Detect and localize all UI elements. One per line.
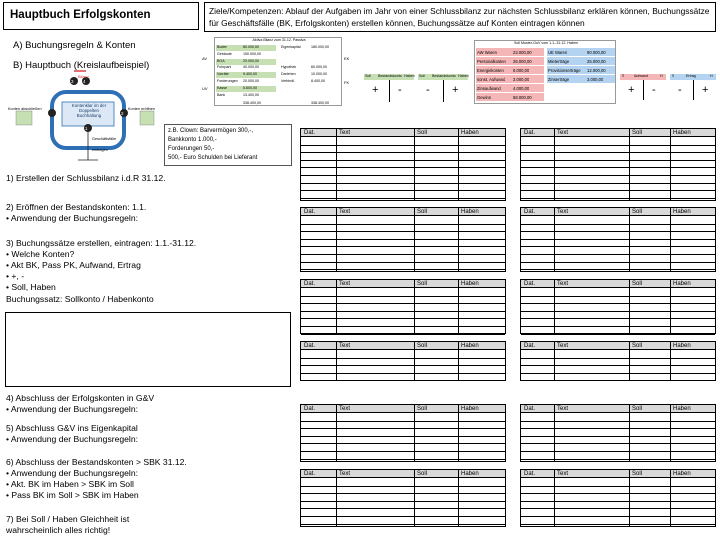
step-4-title: 4) Abschluss der Erfolgskonten in G&V [6, 393, 155, 403]
balance-cell: Fuhrpark [217, 65, 232, 70]
ledger-row-line [521, 303, 715, 304]
ledger-row-line [521, 269, 715, 270]
cycle-step-left-dot [48, 109, 56, 117]
ledger-table[interactable] [300, 469, 506, 527]
ledger-row-line [521, 443, 715, 444]
ledger-row-line [301, 436, 505, 437]
ledger-header-haben: Haben [461, 343, 479, 349]
balance-cell: Forderungen [217, 79, 238, 83]
ledger-row-line [301, 303, 505, 304]
ledger-row-line [301, 459, 505, 460]
ledger-header-haben: Haben [673, 471, 691, 477]
ledger-row-line [301, 198, 505, 199]
guv-sheet-image [474, 40, 616, 104]
ledger-row-line [521, 160, 715, 161]
ledger-header-text: Text [557, 343, 569, 349]
aufwand-h-label: H [660, 74, 663, 78]
cycle-step-3: 3 [71, 79, 74, 84]
cycle-step-2: 2 [121, 111, 124, 116]
ledger-header-date: Dat. [524, 130, 536, 136]
example-line-4: 500,- Euro Schulden bei Lieferant [168, 155, 258, 161]
section-a-label: A) Buchungsregeln & Konten [13, 40, 136, 51]
ledger-row-line [301, 167, 505, 168]
balance-cell: 180.000,00 [311, 45, 329, 49]
ledger-row-line [301, 175, 505, 176]
balance-cell: Eigenkapital [281, 45, 301, 49]
ledger-row-line [301, 145, 505, 146]
ledger-table[interactable] [300, 341, 506, 381]
balance-cell: 60.000,00 [311, 65, 327, 70]
roman-av: AV [202, 56, 208, 61]
ledger-row-line [301, 486, 505, 487]
ledger-row-line [521, 428, 715, 429]
ledger-table[interactable] [300, 207, 506, 272]
ertrag-s-label: S [672, 74, 675, 78]
ledger-header-date: Dat. [524, 343, 536, 349]
cycle-right-label: Konten eröffnen [128, 107, 155, 111]
page-title [3, 2, 199, 30]
ledger-row-line [521, 254, 715, 255]
guv-cell: Provisionserträge [548, 67, 581, 73]
ledger-row-line [301, 152, 505, 153]
guv-cell: 3.000,00 [587, 76, 604, 82]
step-5-bullet-1: • Anwendung der Buchungsregeln: [6, 434, 139, 444]
ledger-header-soll: Soll [417, 130, 428, 136]
ledger-row-line [301, 493, 505, 494]
balance-cell: Hypothek [281, 65, 297, 70]
ledger-header-text: Text [557, 471, 569, 477]
ledger-row-line [521, 334, 715, 335]
step-6-bullet-3: • Pass BK im Soll > SBK im Haben [6, 490, 139, 500]
step-6-bullet-1: • Anwendung der Buchungsregeln: [6, 468, 139, 478]
ledger-column-line [458, 470, 459, 526]
ledger-row-line [301, 183, 505, 184]
guv-cell: Energiekosten [477, 67, 504, 73]
ertrag-divider [693, 80, 694, 100]
ledger-header-date: Dat. [524, 209, 536, 215]
goals-box [204, 2, 716, 32]
ertrag-minus-sign: - [678, 84, 682, 96]
step-7-line-1: 7) Bei Soll / Haben Gleichheit ist [6, 514, 130, 524]
ledger-row-line [521, 373, 715, 374]
ledger-column-line [670, 405, 671, 461]
goals-text: Ziele/Kompetenzen: Ablauf der Aufgaben im Jahr von einer Schlussbilanz zur nächsten Schlussbilanz erklären können, Buchungssätze für Geschäftsfälle (BK, Erfolgskonten) erstellen können, Buchungssätze auf Konten eintragen können [209, 6, 710, 28]
guv-cell: Personalkosten [477, 58, 506, 64]
step-3-bullet-1: • Welche Konten? [6, 249, 75, 259]
balance-cell: 5.600,00 [243, 85, 257, 90]
ledger-header-soll: Soll [632, 209, 643, 215]
ledger-row-line [521, 224, 715, 225]
ledger-table[interactable] [300, 404, 506, 462]
ledger-header-text: Text [339, 406, 351, 412]
ledger-row-line [301, 508, 505, 509]
ledger-row-line [521, 152, 715, 153]
ledger-row-line [301, 224, 505, 225]
passiv-minus-sign: - [426, 84, 430, 96]
t-soll-label-1: Soll [365, 74, 371, 78]
ledger-column-line [554, 405, 555, 461]
ledger-header-date: Dat. [304, 471, 316, 477]
ledger-row-line [521, 145, 715, 146]
ledger-row-line [301, 358, 505, 359]
guv-cell: Zinserträge [548, 76, 570, 82]
ledger-row-line [521, 451, 715, 452]
t-divider-2 [443, 80, 444, 102]
passiv-plus-sign: + [452, 84, 459, 96]
ledger-column-line [670, 342, 671, 380]
t-haben-label-2: Haben [458, 74, 469, 78]
balance-cell: Kasse [217, 85, 227, 90]
guv-cell: 26.000,00 [513, 58, 532, 64]
aktiv-minus-sign: - [398, 84, 402, 96]
ledger-header-haben: Haben [461, 471, 479, 477]
roman-fk: FK [344, 80, 350, 85]
ledger-column-line [414, 342, 415, 380]
balance-cell: Gebäude [217, 51, 232, 56]
ledger-row-line [521, 311, 715, 312]
ledger-column-line [414, 405, 415, 461]
ledger-row-line [521, 516, 715, 517]
guv-cell: 3.000,00 [513, 76, 530, 82]
t-haben-label-1: Haben [404, 74, 415, 78]
ledger-header-text: Text [339, 343, 351, 349]
example-line-1: z.B. Clown: Barvermögen 300,-, [168, 128, 254, 134]
aufwand-divider [643, 80, 644, 100]
guv-cell: 6.000,00 [513, 67, 530, 73]
ledger-row-line [301, 262, 505, 263]
ledger-column-line [458, 405, 459, 461]
ledger-column-line [629, 342, 630, 380]
aufwand-label: Aufwand [634, 74, 648, 78]
guv-cell: AW Waren [477, 49, 497, 55]
cycle-left-label: Konten abschließen [8, 107, 42, 111]
ledger-header-haben: Haben [673, 406, 691, 412]
ledger-row-line [301, 334, 505, 335]
page-title-text: Hauptbuch Erfolgskonten [10, 9, 151, 21]
ertrag-plus-sign: + [702, 84, 709, 96]
ledger-header-haben: Haben [673, 209, 691, 215]
ledger-row-line [521, 486, 715, 487]
ledger-row-line [521, 190, 715, 191]
balance-cell: 9.400,00 [243, 72, 257, 77]
step-3-title: 3) Buchungssätze erstellen, eintragen: 1.1.-31.12. [6, 238, 197, 248]
ledger-row-line [301, 311, 505, 312]
ertrag-h-label: H [710, 74, 713, 78]
ledger-header-text: Text [339, 281, 351, 287]
guv-cell: UE Waren [548, 49, 568, 55]
ledger-header-date: Dat. [304, 406, 316, 412]
ledger-row-line [301, 239, 505, 240]
step-1-title: 1) Erstellen der Schlussbilanz i.d.R 31.12. [6, 173, 166, 183]
aufwand-s-label: S [622, 74, 625, 78]
ledger-table[interactable] [520, 279, 716, 334]
balance-cell: 10.000,00 [311, 72, 327, 77]
ledger-header-haben: Haben [673, 130, 691, 136]
step-4-bullet-1: • Anwendung der Buchungsregeln: [6, 404, 139, 414]
t-konto-label-2: Bestandskonto [432, 74, 456, 78]
ledger-row-line [521, 175, 715, 176]
ledger-header-date: Dat. [524, 281, 536, 287]
balance-cell: Verbindl. [281, 79, 295, 83]
ledger-table[interactable] [520, 207, 716, 272]
balance-cell: Vorräte [217, 72, 229, 77]
step-2-bullet-1: • Anwendung der Buchungsregeln: [6, 213, 139, 223]
t-konto-label-1: Bestandskonto [378, 74, 402, 78]
ledger-row-line [521, 459, 715, 460]
bestandskonto-image [364, 74, 468, 102]
ledger-column-line [336, 342, 337, 380]
ledger-header-soll: Soll [417, 406, 428, 412]
balance-cell: 150.000,00 [243, 51, 261, 56]
ledger-row-line [301, 231, 505, 232]
aufwand-minus-sign: - [652, 84, 656, 96]
ledger-header-text: Text [557, 130, 569, 136]
ledger-header-soll: Soll [417, 471, 428, 477]
guv-cell: 90.000,00 [587, 49, 606, 55]
balance-sheet-image [214, 37, 342, 106]
guv-cell: sonst. Aufwand [477, 76, 506, 82]
ledger-row-line [521, 262, 715, 263]
ledger-header-soll: Soll [632, 130, 643, 136]
cycle-step-1: 1 [85, 126, 88, 131]
ledger-header-text: Text [339, 209, 351, 215]
ledger-column-line [414, 470, 415, 526]
roman-uv: UV [202, 86, 208, 91]
balance-cell: 20.000,00 [243, 58, 259, 63]
cycle-diagram [8, 68, 158, 172]
ledger-header-text: Text [339, 471, 351, 477]
ledger-row-line [301, 421, 505, 422]
ledger-row-line [521, 501, 715, 502]
cycle-step-4: 4 [83, 79, 86, 84]
ledger-row-line [301, 160, 505, 161]
ledger-table[interactable] [520, 404, 716, 462]
answer-box[interactable] [5, 312, 291, 387]
ledger-header-haben: Haben [461, 281, 479, 287]
ledger-row-line [301, 318, 505, 319]
t-divider-1 [389, 80, 390, 102]
ertrag-label: Ertrag [686, 74, 696, 78]
ledger-row-line [521, 508, 715, 509]
ledger-header-soll: Soll [417, 343, 428, 349]
ledger-row-line [521, 183, 715, 184]
ledger-header-haben: Haben [461, 406, 479, 412]
erfolgskonto-image [620, 74, 716, 100]
ledger-row-line [521, 318, 715, 319]
ledger-table[interactable] [300, 128, 506, 201]
ledger-header-haben: Haben [673, 343, 691, 349]
balance-cell: 20.000,00 [243, 79, 259, 83]
guv-cell: Zinsaufwand [477, 85, 501, 91]
ledger-row-line [521, 198, 715, 199]
ledger-row-line [301, 380, 505, 381]
guv-cell: Gewinn [477, 94, 492, 100]
guv-cell: 23.000,00 [513, 49, 532, 55]
ledger-header-date: Dat. [304, 209, 316, 215]
ledger-row-line [301, 428, 505, 429]
guv-sheet-title: Soll Muster-GuV vom 1.1.-31.12. Haben [514, 41, 578, 45]
ledger-header-soll: Soll [632, 406, 643, 412]
guv-cell: 25.000,00 [587, 58, 606, 64]
ledger-row-line [521, 326, 715, 327]
ledger-row-line [521, 421, 715, 422]
ledger-header-soll: Soll [632, 343, 643, 349]
roman-ek: EK [344, 56, 350, 61]
ledger-header-haben: Haben [673, 281, 691, 287]
cycle-center-label: Kontenklar im der Doppelten Buchhaltung [71, 103, 107, 119]
ledger-header-date: Dat. [524, 406, 536, 412]
aktiv-plus-sign: + [372, 84, 379, 96]
ledger-header-date: Dat. [304, 281, 316, 287]
balance-cell: BGA [217, 58, 225, 63]
ledger-column-line [336, 405, 337, 461]
balance-sheet-sum-right: 338.400,00 [311, 101, 329, 105]
section-b-label: B) Hauptbuch (Kreislaufbeispiel) [13, 60, 150, 71]
ledger-row-line [521, 246, 715, 247]
step-3-bullet-3: • +, - [6, 271, 25, 281]
ledger-row-line [301, 246, 505, 247]
balance-cell: Bank [217, 92, 226, 97]
ledger-row-line [301, 524, 505, 525]
ledger-row-line [301, 516, 505, 517]
ledger-row-line [521, 358, 715, 359]
ledger-header-soll: Soll [417, 281, 428, 287]
ledger-header-date: Dat. [304, 343, 316, 349]
ledger-header-date: Dat. [524, 471, 536, 477]
cycle-top-label: Bilanz [78, 74, 89, 79]
ledger-row-line [521, 436, 715, 437]
step-3-bullet-2: • Akt BK, Pass PK, Aufwand, Ertrag [6, 260, 141, 270]
ledger-row-line [521, 231, 715, 232]
balance-cell: 13.400,00 [243, 92, 259, 97]
ledger-row-line [521, 524, 715, 525]
ledger-table[interactable] [300, 279, 506, 334]
ledger-row-line [301, 451, 505, 452]
step-6-bullet-2: • Akt. BK im Haben > SBK im Soll [6, 479, 134, 489]
example-line-3: Forderungen 50,- [168, 146, 215, 152]
ledger-row-line [521, 380, 715, 381]
ledger-header-soll: Soll [632, 471, 643, 477]
ledger-column-line [629, 405, 630, 461]
example-box [164, 124, 292, 166]
ledger-column-line [458, 342, 459, 380]
balance-cell: 8.400,00 [311, 79, 325, 83]
ledger-column-line [554, 342, 555, 380]
ledger-column-line [554, 470, 555, 526]
ledger-row-line [301, 443, 505, 444]
t-soll-label-2: Soll [419, 74, 425, 78]
booking-rule: Buchungssatz: Sollkonto / Habenkonto [6, 294, 154, 304]
ledger-header-text: Text [557, 209, 569, 215]
ledger-header-text: Text [339, 130, 351, 136]
guv-cell: 68.000,00 [513, 94, 532, 100]
balance-cell: 40.000,00 [243, 65, 259, 70]
ledger-header-soll: Soll [632, 281, 643, 287]
ledger-table[interactable] [520, 341, 716, 381]
cycle-bottom-label: Geschäftsfälle eintragen [92, 137, 117, 152]
aufwand-plus-sign: + [628, 84, 635, 96]
ledger-table[interactable] [520, 128, 716, 201]
ledger-column-line [629, 470, 630, 526]
step-2-title: 2) Eröffnen der Bestandskonten: 1.1. [6, 202, 147, 212]
ledger-row-line [301, 326, 505, 327]
ledger-header-text: Text [557, 406, 569, 412]
step-6-title: 6) Abschluss der Bestandskonten > SBK 31.12. [6, 457, 187, 467]
step-5-title: 5) Abschluss G&V ins Eigenkapital [6, 423, 138, 433]
ledger-row-line [301, 254, 505, 255]
ledger-row-line [521, 167, 715, 168]
ledger-header-text: Text [557, 281, 569, 287]
guv-cell: 12.000,00 [587, 67, 606, 73]
balance-sheet-title: Aktiva Bilanz zum 31.12. Passiva [252, 38, 306, 42]
balance-cell: Darlehen [281, 72, 296, 77]
ledger-column-line [670, 470, 671, 526]
ledger-row-line [521, 239, 715, 240]
guv-cell: 4.000,00 [513, 85, 530, 91]
ledger-table[interactable] [520, 469, 716, 527]
ledger-header-haben: Haben [461, 130, 479, 136]
ledger-row-line [521, 365, 715, 366]
balance-cell: 80.000,00 [243, 45, 259, 49]
ledger-row-line [521, 493, 715, 494]
balance-cell: Boden [217, 45, 228, 49]
step-7-line-2: wahrscheinlich alles richtig! [6, 525, 111, 535]
ledger-header-haben: Haben [461, 209, 479, 215]
ledger-header-date: Dat. [304, 130, 316, 136]
ledger-row-line [301, 190, 505, 191]
ledger-column-line [336, 470, 337, 526]
ledger-row-line [301, 296, 505, 297]
example-line-2: Bankkonto 1.000,- [168, 137, 217, 143]
step-3-bullet-4: • Soll, Haben [6, 282, 56, 292]
ledger-row-line [301, 269, 505, 270]
ledger-row-line [301, 501, 505, 502]
ledger-header-soll: Soll [417, 209, 428, 215]
ledger-row-line [301, 365, 505, 366]
guv-cell: Mieterträge [548, 58, 570, 64]
ledger-row-line [521, 296, 715, 297]
balance-sheet-sum-left: 338.400,00 [243, 101, 261, 105]
ledger-row-line [301, 373, 505, 374]
